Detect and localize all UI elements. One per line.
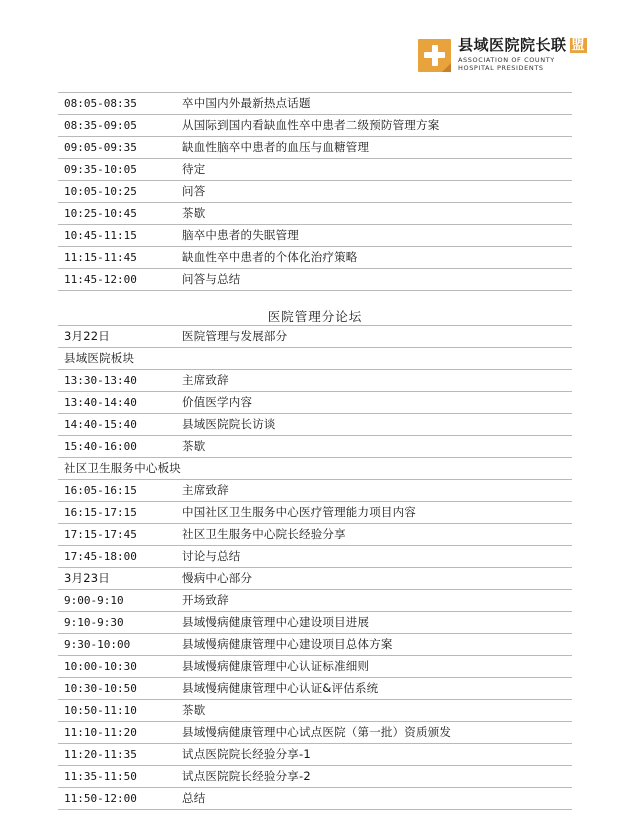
table-row <box>58 678 572 700</box>
session-topic: 县域慢病健康管理中心建设项目总体方案 <box>176 634 572 656</box>
session-topic: 中国社区卫生服务中心医疗管理能力项目内容 <box>176 502 572 524</box>
table-stroke-sessions-body <box>58 93 572 291</box>
session-topic: 茶歇 <box>176 700 572 722</box>
session-topic: 慢病中心部分 <box>176 568 572 590</box>
table-row <box>58 93 572 115</box>
table-row <box>58 502 572 524</box>
session-time: 14:40-15:40 <box>58 414 176 436</box>
table-row <box>58 181 572 203</box>
session-topic: 县域慢病健康管理中心认证标准细则 <box>176 656 572 678</box>
session-time: 16:15-17:15 <box>58 502 176 524</box>
session-time: 10:45-11:15 <box>58 225 176 247</box>
table-row <box>58 269 572 291</box>
table-row <box>58 115 572 137</box>
section-title-hospital-management: 医院管理分论坛 <box>267 309 363 324</box>
table-row <box>58 634 572 656</box>
table-row <box>58 370 572 392</box>
session-date: 3月23日 <box>58 568 176 590</box>
logo-english-line1: ASSOCIATION OF COUNTY <box>458 56 555 64</box>
table-row <box>58 348 572 370</box>
table-row <box>58 247 572 269</box>
session-topic: 问答与总结 <box>176 269 572 291</box>
table-row <box>58 568 572 590</box>
session-time: 10:50-11:10 <box>58 700 176 722</box>
session-topic: 县域慢病健康管理中心认证&评估系统 <box>176 678 572 700</box>
session-time: 11:15-11:45 <box>58 247 176 269</box>
table-row <box>58 414 572 436</box>
session-topic: 缺血性脑卒中患者的血压与血糖管理 <box>176 137 572 159</box>
table-row <box>58 137 572 159</box>
session-topic: 缺血性卒中患者的个体化治疗策略 <box>176 247 572 269</box>
session-topic: 总结 <box>176 788 572 810</box>
session-topic: 脑卒中患者的失眠管理 <box>176 225 572 247</box>
session-topic: 问答 <box>176 181 572 203</box>
table-row <box>58 788 572 810</box>
table-row <box>58 700 572 722</box>
session-time: 9:10-9:30 <box>58 612 176 634</box>
table-row <box>58 159 572 181</box>
table-row <box>58 524 572 546</box>
table-row <box>58 480 572 502</box>
session-topic: 主席致辞 <box>176 370 572 392</box>
session-topic: 医院管理与发展部分 <box>176 326 572 348</box>
session-topic: 县域医院院长访谈 <box>176 414 572 436</box>
logo-chinese-badge: 盟 <box>571 38 586 53</box>
logo-english-line2: HOSPITAL PRESIDENTS <box>458 64 544 72</box>
session-topic: 讨论与总结 <box>176 546 572 568</box>
session-topic: 茶歇 <box>176 203 572 225</box>
session-time: 09:35-10:05 <box>58 159 176 181</box>
session-topic: 茶歇 <box>176 436 572 458</box>
medical-cross-icon <box>418 39 451 72</box>
session-topic: 主席致辞 <box>176 480 572 502</box>
session-time: 17:15-17:45 <box>58 524 176 546</box>
session-time: 13:30-13:40 <box>58 370 176 392</box>
session-time: 11:20-11:35 <box>58 744 176 766</box>
table-row <box>58 546 572 568</box>
session-time: 11:45-12:00 <box>58 269 176 291</box>
session-time: 11:35-11:50 <box>58 766 176 788</box>
session-time: 10:00-10:30 <box>58 656 176 678</box>
table-row <box>58 766 572 788</box>
session-time: 10:30-10:50 <box>58 678 176 700</box>
table-stroke-sessions <box>58 92 572 291</box>
session-topic: 从国际到国内看缺血性卒中患者二级预防管理方案 <box>176 115 572 137</box>
table-row <box>58 203 572 225</box>
session-topic: 试点医院院长经验分享-2 <box>176 766 572 788</box>
logo-chinese-main: 县域医院院长联 <box>458 36 567 54</box>
session-time: 11:10-11:20 <box>58 722 176 744</box>
table-row <box>58 436 572 458</box>
session-time: 16:05-16:15 <box>58 480 176 502</box>
session-topic: 社区卫生服务中心院长经验分享 <box>176 524 572 546</box>
session-topic: 开场致辞 <box>176 590 572 612</box>
association-logo <box>418 38 587 72</box>
table-row <box>58 392 572 414</box>
session-time: 9:00-9:10 <box>58 590 176 612</box>
session-time: 09:05-09:35 <box>58 137 176 159</box>
table-row <box>58 225 572 247</box>
session-topic: 县域慢病健康管理中心建设项目进展 <box>176 612 572 634</box>
table-row <box>58 458 572 480</box>
session-topic: 价值医学内容 <box>176 392 572 414</box>
session-topic: 县域慢病健康管理中心试点医院（第一批）资质颁发 <box>176 722 572 744</box>
logo-english-title <box>458 56 587 72</box>
session-topic: 待定 <box>176 159 572 181</box>
session-time: 10:05-10:25 <box>58 181 176 203</box>
session-time: 11:50-12:00 <box>58 788 176 810</box>
table-hospital-management-body <box>58 326 572 810</box>
table-row <box>58 744 572 766</box>
session-time: 15:40-16:00 <box>58 436 176 458</box>
session-time: 08:35-09:05 <box>58 115 176 137</box>
session-date: 3月22日 <box>58 326 176 348</box>
logo-chinese-title <box>458 38 587 53</box>
session-time: 9:30-10:00 <box>58 634 176 656</box>
section-subheading: 社区卫生服务中心板块 <box>58 458 572 480</box>
table-hospital-management <box>58 325 572 810</box>
session-time: 13:40-14:40 <box>58 392 176 414</box>
logo-text-block <box>458 38 587 72</box>
session-topic: 试点医院院长经验分享-1 <box>176 744 572 766</box>
section-subheading: 县域医院板块 <box>58 348 572 370</box>
session-time: 10:25-10:45 <box>58 203 176 225</box>
session-topic: 卒中国内外最新热点话题 <box>176 93 572 115</box>
table-row <box>58 590 572 612</box>
session-time: 08:05-08:35 <box>58 93 176 115</box>
table-row <box>58 656 572 678</box>
table-row <box>58 612 572 634</box>
session-time: 17:45-18:00 <box>58 546 176 568</box>
table-row <box>58 326 572 348</box>
table-row <box>58 722 572 744</box>
